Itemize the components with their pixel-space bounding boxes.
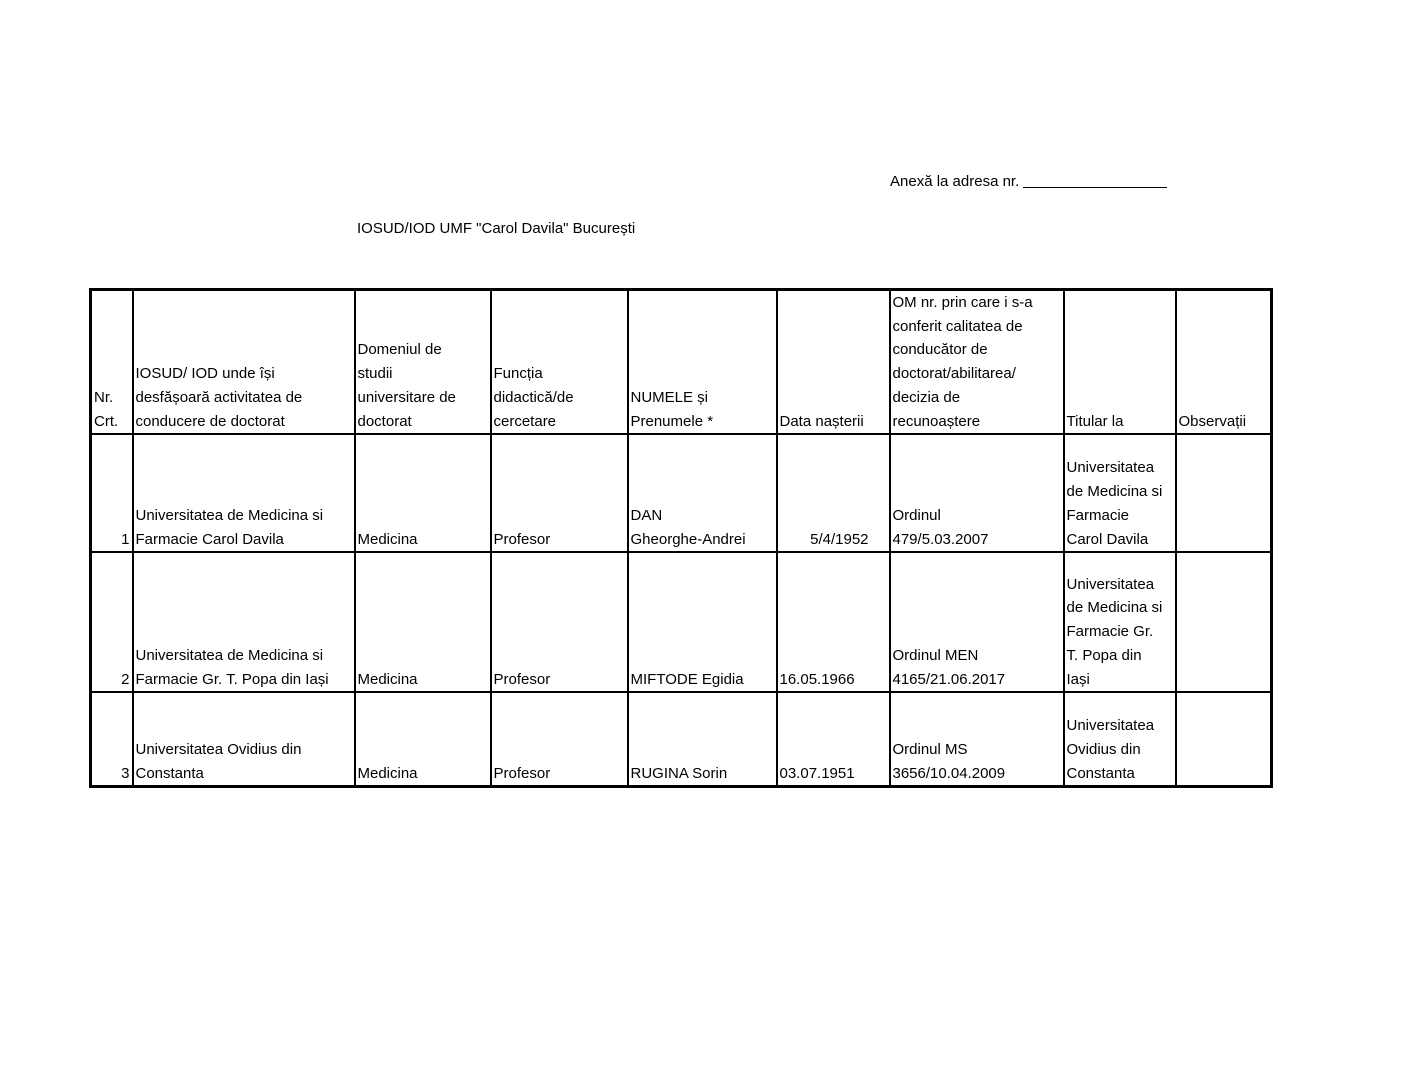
cell-nr: 2 [91,552,133,692]
cell-domeniul: Medicina [355,434,491,552]
cell-iosud: Universitatea de Medicina si Farmacie Gr. T. Popa din Iași [133,552,355,692]
cell-observatii [1176,552,1272,692]
header-domeniul: Domeniul de studii universitare de doctorat [355,290,491,435]
header-data-nasterii: Data nașterii [777,290,890,435]
cell-numele: DAN Gheorghe-Andrei [628,434,777,552]
cell-data-nasterii: 16.05.1966 [777,552,890,692]
annex-number-blank-line [1023,187,1167,188]
cell-titular: Universitatea de Medicina si Farmacie Carol Davila [1064,434,1176,552]
table-row [91,434,1272,552]
cell-functia: Profesor [491,434,628,552]
cell-om-nr: Ordinul MEN 4165/21.06.2017 [890,552,1064,692]
cell-titular: Universitatea Ovidius din Constanta [1064,692,1176,787]
cell-iosud: Universitatea de Medicina si Farmacie Carol Davila [133,434,355,552]
doctoral-supervisors-table [89,288,1273,788]
cell-data-nasterii: 03.07.1951 [777,692,890,787]
cell-functia: Profesor [491,692,628,787]
institution-title: IOSUD/IOD UMF "Carol Davila" București [357,220,636,237]
header-nr-crt: Nr. Crt. [91,290,133,435]
cell-nr: 3 [91,692,133,787]
cell-observatii [1176,434,1272,552]
cell-domeniul: Medicina [355,552,491,692]
cell-observatii [1176,692,1272,787]
table-header-row [91,290,1272,435]
cell-functia: Profesor [491,552,628,692]
header-iosud: IOSUD/ IOD unde își desfășoară activitatea de conducere de doctorat [133,290,355,435]
annex-label: Anexă la adresa nr. [890,173,1020,190]
cell-numele: MIFTODE Egidia [628,552,777,692]
header-functia: Funcția didactică/de cercetare [491,290,628,435]
annex-reference [890,173,1167,190]
cell-iosud: Universitatea Ovidius din Constanta [133,692,355,787]
cell-domeniul: Medicina [355,692,491,787]
table-row [91,692,1272,787]
cell-data-nasterii: 5/4/1952 [777,434,890,552]
cell-om-nr: Ordinul MS 3656/10.04.2009 [890,692,1064,787]
header-numele: NUMELE și Prenumele * [628,290,777,435]
cell-nr: 1 [91,434,133,552]
header-titular: Titular la [1064,290,1176,435]
cell-titular: Universitatea de Medicina si Farmacie Gr. T. Popa din Iași [1064,552,1176,692]
table-row [91,552,1272,692]
cell-om-nr: Ordinul 479/5.03.2007 [890,434,1064,552]
cell-numele: RUGINA Sorin [628,692,777,787]
header-observatii: Observații [1176,290,1272,435]
header-om-nr: OM nr. prin care i s-a conferit calitatea de conducător de doctorat/abilitarea/ decizia de recunoaștere [890,290,1064,435]
